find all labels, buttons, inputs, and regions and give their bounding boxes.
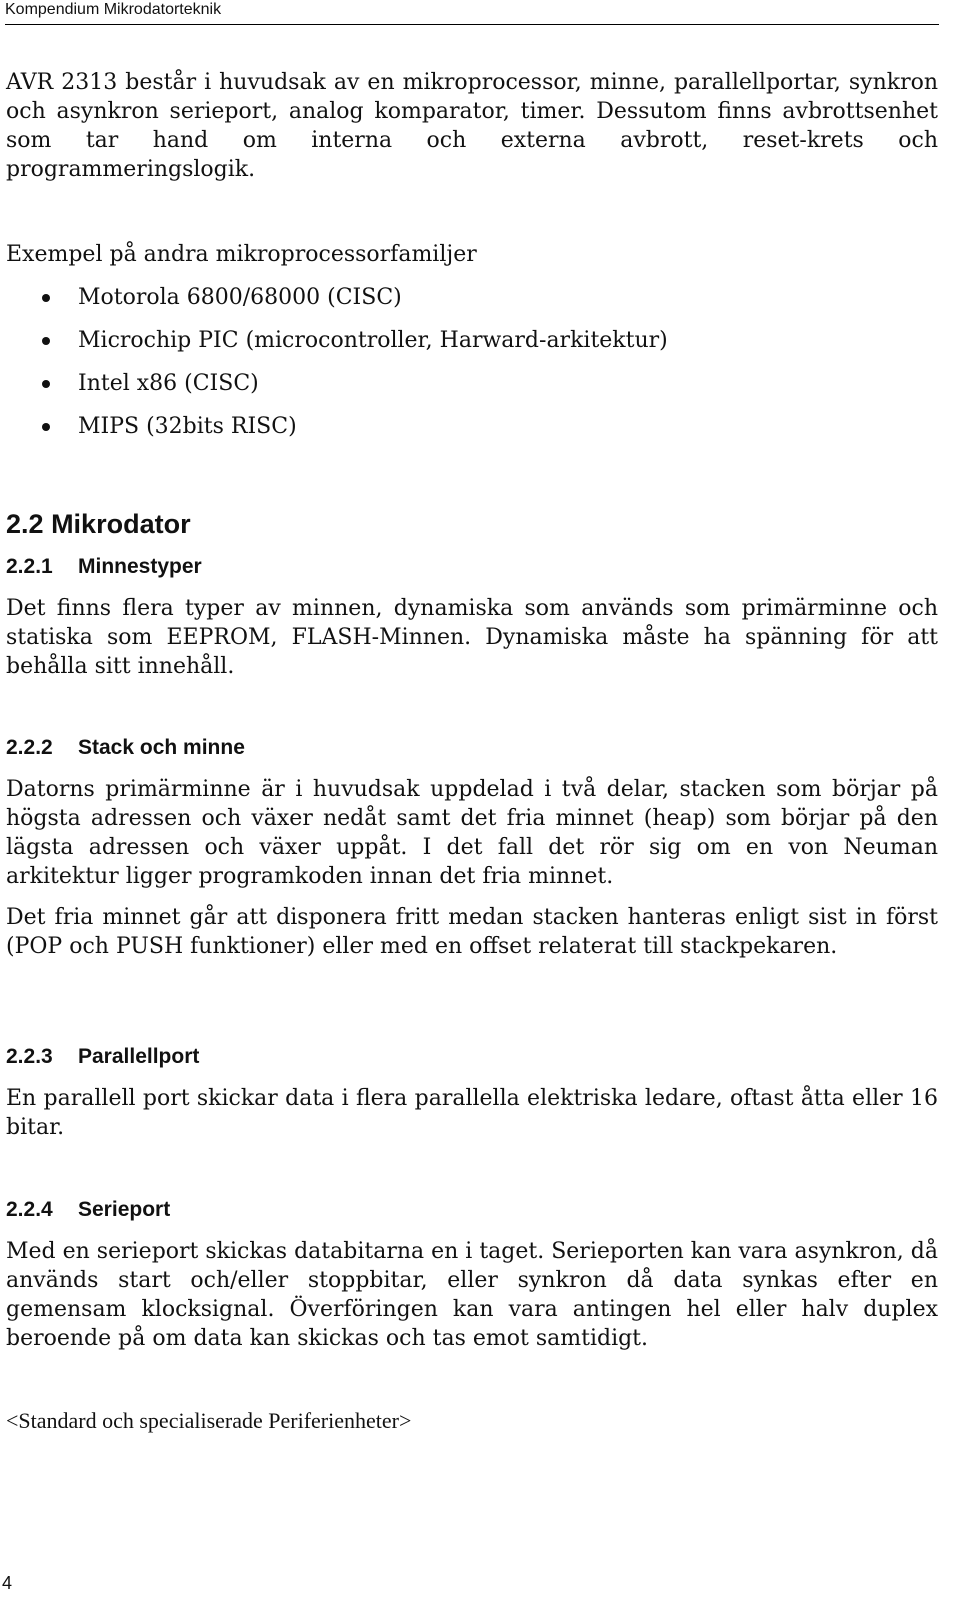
section-title: Parallellport — [78, 1045, 200, 1068]
list-item-text: Microchip PIC (microcontroller, Harward-arkitektur) — [78, 328, 668, 353]
section-number: 2.2 — [6, 509, 44, 539]
bullet-icon — [42, 337, 50, 345]
section-heading-2-2-4 — [6, 1197, 170, 1223]
bullet-icon — [42, 380, 50, 388]
section-heading-2-2-1 — [6, 554, 202, 580]
list-item-text: MIPS (32bits RISC) — [78, 414, 297, 439]
section-title: Minnestyper — [78, 555, 202, 578]
intro-paragraph: AVR 2313 består i huvudsak av en mikroprocessor, minne, parallellportar, synkron och asynkron serieport, analog komparator, timer. Dessutom finns avbrottsenhet som tar hand om interna och externa avbrott, reset-krets och programmeringslogik. — [6, 70, 938, 182]
page-number: 4 — [2, 1573, 13, 1593]
section-title: Stack och minne — [78, 736, 245, 759]
list-item — [0, 326, 940, 369]
list-item-text: Motorola 6800/68000 (CISC) — [78, 285, 402, 310]
section-heading-2-2-2 — [6, 735, 245, 761]
section-number: 2.2.2 — [6, 736, 53, 759]
running-title: Kompendium Mikrodatorteknik — [5, 1, 222, 18]
stack-paragraph-2: Det fria minnet går att disponera fritt medan stacken hanteras enligt sist in först (POP och PUSH funktioner) eller med en offset relaterat till stackpekaren. — [6, 905, 938, 959]
list-item — [0, 283, 940, 326]
bullet-icon — [42, 423, 50, 431]
section-heading-2-2 — [6, 508, 191, 540]
running-header — [5, 0, 939, 25]
bullet-icon — [42, 294, 50, 302]
parallel-port-paragraph: En parallell port skickar data i flera parallella elektriska ledare, oftast åtta eller 16 bitar. — [6, 1086, 938, 1140]
section-heading-2-2-3 — [6, 1044, 199, 1070]
section-title: Serieport — [78, 1198, 171, 1221]
memory-types-paragraph: Det finns flera typer av minnen, dynamiska som används som primärminne och statiska som EEPROM, FLASH-Minnen. Dynamiska måste ha spänning för att behålla sitt innehåll. — [6, 596, 938, 679]
serial-port-paragraph: Med en serieport skickas databitarna en i taget. Serieporten kan vara asynkron, då används start och/eller stoppbitar, eller synkron då data synkas efter en gemensam klocksignal. Överföringen kan vara antingen hel eller halv duplex beroende på om data kan skickas och tas emot samtidigt. — [6, 1239, 938, 1351]
stack-paragraph-1: Datorns primärminne är i huvudsak uppdelad i två delar, stacken som börjar på högsta adressen och växer nedåt samt det fria minnet (heap) som börjar på den lägsta adressen och växer uppåt. I det fall det rör sig om en von Neuman arkitektur ligger programkoden innan det fria minnet. — [6, 777, 938, 889]
section-number: 2.2.3 — [6, 1045, 53, 1068]
list-item-text: Intel x86 (CISC) — [78, 371, 259, 396]
processor-family-list — [0, 283, 940, 455]
section-number: 2.2.4 — [6, 1198, 53, 1221]
list-item — [0, 369, 940, 412]
section-number: 2.2.1 — [6, 555, 53, 578]
examples-heading: Exempel på andra mikroprocessorfamiljer — [6, 242, 477, 267]
section-title: Mikrodator — [51, 509, 191, 539]
list-item — [0, 412, 940, 455]
placeholder-note: <Standard och specialiserade Periferienheter> — [6, 1408, 412, 1433]
